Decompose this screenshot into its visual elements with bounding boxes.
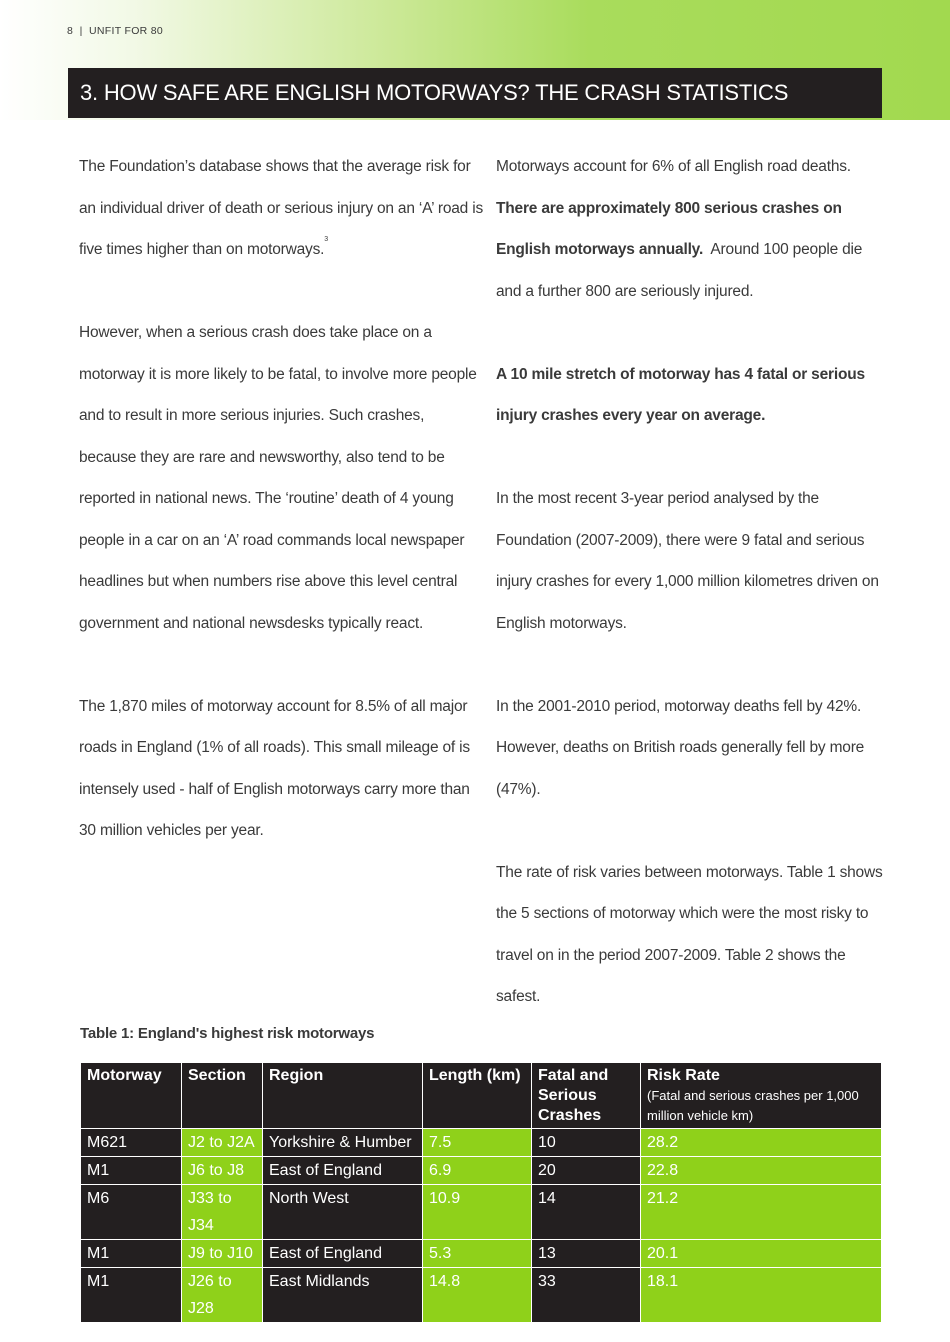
ten-mile-highlight: A 10 mile stretch of motorway has 4 fatal or serious injury crashes every year on average. [496,365,865,424]
cell-crashes: 20 [532,1157,641,1185]
cell-region: East Midlands [263,1268,423,1323]
header-risk-rate-label: Risk Rate [647,1067,720,1084]
paragraph-serious-crash: However, when a serious crash does take place on a motorway it is more likely to be fatal, to involve more people and to result in more serious injuries. Such crashes, because they are rare and newsworthy, also tend to be reported in national news. The ‘routine’ death of 4 young people in a car on an ‘A’ road commands local newspaper headlines but when numbers rise above this level central government and national newsdesks typically react. [79,324,477,632]
cell-length: 5.3 [423,1240,532,1268]
running-head [67,25,163,37]
cell-crashes: 33 [532,1268,641,1323]
cell-region: Yorkshire & Humber [263,1129,423,1157]
left-column [79,146,483,893]
section-title: 3. HOW SAFE ARE ENGLISH MOTORWAYS? THE CRASH STATISTICS [68,68,882,118]
cell-region: North West [263,1185,423,1240]
table-row [81,1268,882,1323]
injuries-text: Around 100 people die and a further 800 are seriously injured. [496,241,863,300]
cell-motorway: M1 [81,1157,182,1185]
table-caption: Table 1: England's highest risk motorways [80,1025,375,1042]
cell-motorway: M1 [81,1240,182,1268]
header-separator: | [79,25,83,37]
cell-length: 6.9 [423,1157,532,1185]
cell-length: 14.8 [423,1268,532,1323]
paragraph-ten-mile [496,354,888,437]
paragraph-risk-comparison-text: The Foundation’s database shows that the average risk for an individual driver of death or serious injury on an ‘A’ road is five times higher than on motorways. [79,158,484,258]
cell-region: East of England [263,1240,423,1268]
table-row [81,1157,882,1185]
table-row [81,1240,882,1268]
table-row [81,1185,882,1240]
cell-crashes: 14 [532,1185,641,1240]
cell-risk: 20.1 [641,1240,882,1268]
header-length: Length (km) [423,1063,532,1129]
deaths-share-text: Motorways account for 6% of all English road deaths. [496,158,851,175]
header-motorway: Motorway [81,1063,182,1129]
table-header-row [81,1063,882,1129]
header-risk-rate-subtitle: (Fatal and serious crashes per 1,000 million vehicle km) [647,1088,859,1123]
cell-region: East of England [263,1157,423,1185]
paragraph-decline: In the 2001-2010 period, motorway deaths fell by 42%. However, deaths on British roads generally fell by more (47%). [496,697,865,798]
table-row [81,1129,882,1157]
cell-risk: 21.2 [641,1185,882,1240]
header-section: Section [182,1063,263,1129]
cell-section: J2 to J2A [182,1129,263,1157]
paragraph-recent-period: In the most recent 3-year period analysed by the Foundation (2007-2009), there were 9 fatal and serious injury crashes for every 1,000 million kilometres driven on English motorways. [496,490,879,632]
cell-risk: 22.8 [641,1157,882,1185]
cell-motorway: M1 [81,1268,182,1323]
header-crashes: Fatal and Serious Crashes [532,1063,641,1129]
serious-crashes-highlight: There are approximately 800 serious crashes on English motorways annually. [496,199,842,258]
cell-motorway: M621 [81,1129,182,1157]
publication-title: UNFIT FOR 80 [89,25,164,37]
footnote-marker: 3 [324,236,328,243]
right-column [496,146,888,1059]
cell-risk: 18.1 [641,1268,882,1323]
page-number: 8 [67,25,74,37]
cell-section: J33 to J34 [182,1185,263,1240]
cell-risk: 28.2 [641,1129,882,1157]
cell-crashes: 13 [532,1240,641,1268]
cell-length: 10.9 [423,1185,532,1240]
cell-crashes: 10 [532,1129,641,1157]
cell-motorway: M6 [81,1185,182,1240]
paragraph-motorway-miles: The 1,870 miles of motorway account for 8.5% of all major roads in England (1% of all roads). This small mileage of is intensely used - half of English motorways carry more than 30 million vehicles per year. [79,697,470,839]
paragraph-risk-varies: The rate of risk varies between motorways. Table 1 shows the 5 sections of motorway which were the most risky to travel on in the period 2007-2009. Table 2 shows the safest. [496,863,883,1005]
paragraph-deaths-share [496,146,888,312]
cell-section: J26 to J28 [182,1268,263,1323]
cell-length: 7.5 [423,1129,532,1157]
risk-table [80,1062,882,1323]
header-region: Region [263,1063,423,1129]
paragraph-risk-comparison [79,146,483,271]
header-risk-rate [641,1063,882,1129]
cell-section: J9 to J10 [182,1240,263,1268]
cell-section: J6 to J8 [182,1157,263,1185]
